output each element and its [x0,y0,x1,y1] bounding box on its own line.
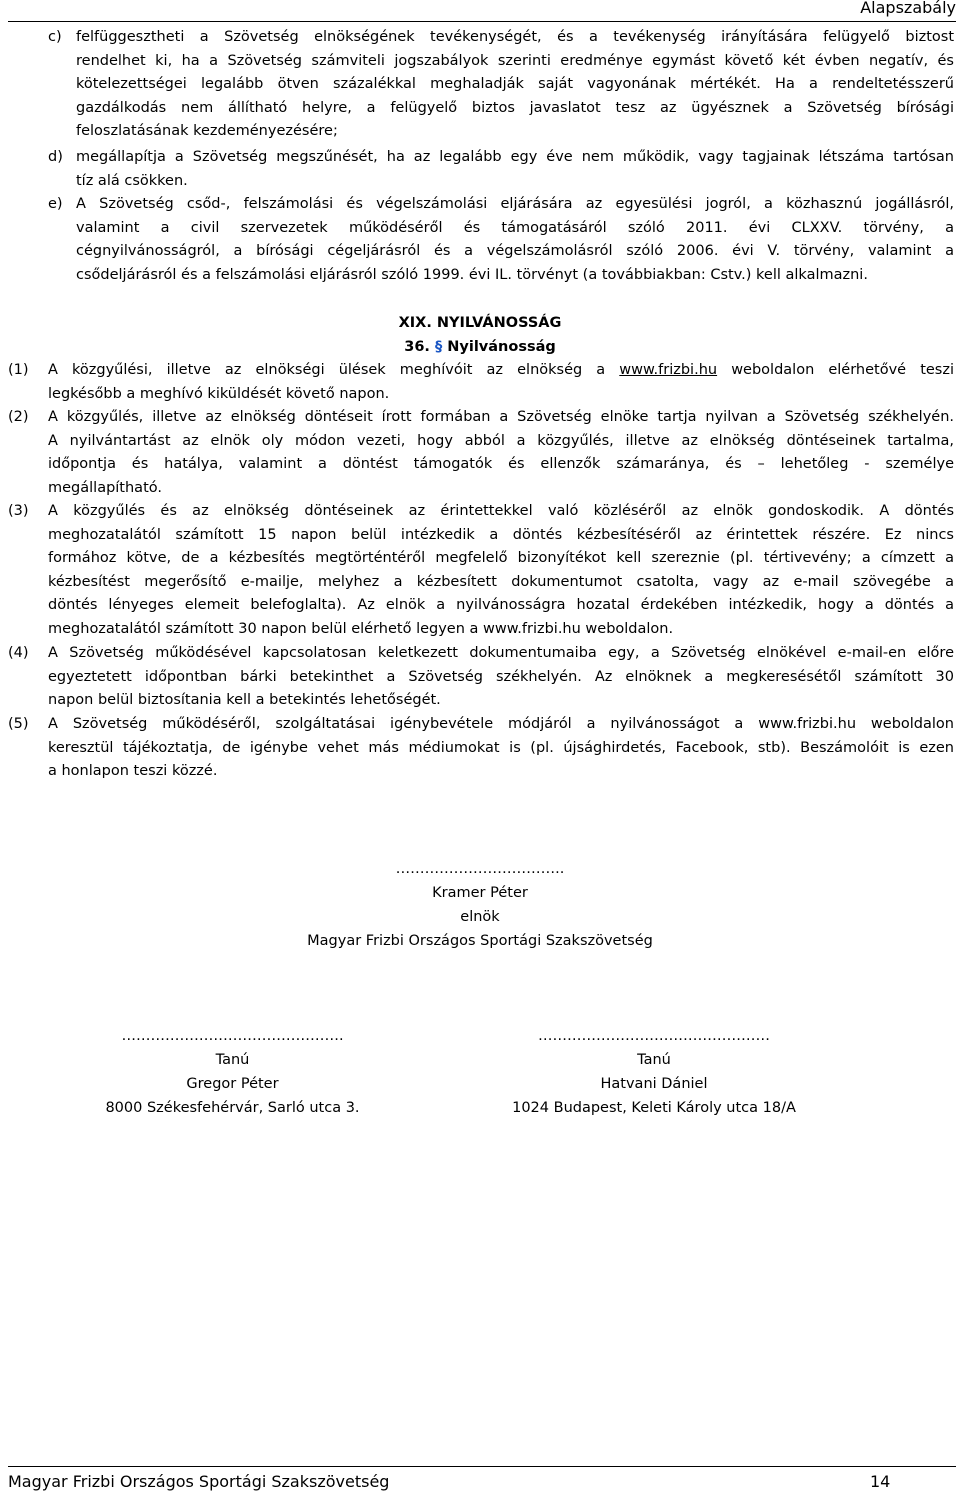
para-5-line-2: keresztül tájékoztatja, de igénybe vehet más médiumokat is (pl. újsághirdetés, Facebook, stb). Beszámolóit is ezen [48,739,954,756]
item-e-line-2: valamint a civil szervezetek működéséről és támogatásáról szóló 2011. évi CLXXV. törvény, a [76,219,954,236]
signer-organization: Magyar Frizbi Országos Sportági Szakszövetség [307,933,653,949]
item-d-marker: d) [48,149,63,165]
para-3-line-3: formához kötve, de a kézbesítés megtörténtéről megfelelő bizonyítékot kell szereznie (pl. tértivevény; a címzett a [48,550,954,566]
para-3 [48,500,954,641]
para-1-text-b: weboldalon elérhetővé teszi [717,362,954,378]
para-5 [48,713,954,784]
para-4-number: (4) [8,645,29,661]
signature-line: …………………………….. [395,861,565,877]
signature-line: ………………………………………… [538,1028,770,1044]
para-4-line-1: A Szövetség működésével kapcsolatosan keletkezett dokumentumaiba egy, a Szövetség elnökével e-mail-en előre [48,645,954,661]
item-d-line-2: tíz alá csökken. [76,172,188,189]
witness-address: 1024 Budapest, Keleti Károly utca 18/A [512,1100,796,1116]
item-e-marker: e) [48,196,63,212]
witness-name: Gregor Péter [186,1076,279,1092]
witness-2-signature [470,1024,838,1120]
footer-divider [8,1466,956,1467]
item-e-line-1: A Szövetség csőd-, felszámolási és végelszámolási eljárására az egyesülési jogról, a közhasznú jogállásról, [76,196,954,212]
para-2-line-4: megállapítható. [48,479,162,496]
witness-role: Tanú [637,1052,671,1068]
item-c-line-5: feloszlatásának kezdeményezésére; [76,123,338,139]
signature-line: ………………………………………. [121,1028,344,1044]
footer-organization: Magyar Frizbi Országos Sportági Szakszövetség [8,1472,390,1491]
signer-role: elnök [460,909,500,925]
page-number: 14 [870,1472,891,1491]
item-c-line-2: rendelhet ki, ha a Szövetség számviteli jogszabályok szerinti eredménye egymást követő két évben negatív, és [76,52,954,69]
section-title [0,336,960,360]
para-4-line-2: egyeztetett időpontban bárki betekinthet a Szövetség székhelyén. Az elnöknek a megkeresésétől számított 30 [48,668,954,685]
para-5-line-1: A Szövetség működéséről, szolgáltatásai igénybevétele módjáról a nyilvánosságot a www.frizbi.hu weboldalon [48,716,954,732]
para-3-line-6: meghozatalától számított 30 napon belül elérhető legyen a www.frizbi.hu weboldalon. [48,620,674,637]
section-name: Nyilvánosság [442,339,556,355]
para-3-line-2: meghozatalától számított 15 napon belül intézkedik a döntés kézbesítéséről az érintettek részére. Ez nincs [48,526,954,543]
para-2 [48,406,954,500]
item-c-marker: c) [48,29,62,45]
item-c-line-1: felfüggesztheti a Szövetség elnökségének tevékenységét, és a tevékenység irányítására felügyelő biztost [76,29,954,45]
para-3-line-1: A közgyűlés és az elnökség döntéseinek az érintettekkel való közléséről az elnök gondoskodik. A döntés [48,503,954,519]
para-1-text-a: A közgyűlési, illetve az elnökségi ülések meghívóit az elnökség a [48,362,620,378]
item-c [76,26,954,144]
para-2-line-3: időpontja és hatálya, valamint a döntést támogatók és ellenzők számaránya, és – lehetőleg - személye [48,456,954,472]
signer-name: Kramer Péter [432,885,528,901]
witness-name: Hatvani Dániel [600,1076,708,1092]
witness-role: Tanú [215,1052,250,1068]
header-title: Alapszabály [860,0,956,17]
para-4 [48,642,954,713]
president-signature [280,857,680,953]
para-2-number: (2) [8,409,29,425]
item-d-line-1: megállapítja a Szövetség megszűnését, ha az legalább egy éve nem működik, vagy tagjainak létszáma tartósan [76,149,954,165]
para-1 [48,359,954,406]
para-1-line-2: legkésőbb a meghívó kiküldését követő napon. [48,385,390,402]
section-number: 36. [404,339,435,355]
para-3-line-5: döntés lényeges elemeit belefoglalta). Az elnök a nyilvánosságra hozatal érdekében intézkedik, hogy a döntés a [48,597,954,613]
item-d [76,146,954,193]
witness-address: 8000 Székesfehérvár, Sarló utca 3. [105,1100,360,1116]
item-e-line-4: csődeljárásról és a felszámolási eljárásról szóló 1999. évi IL. törvényt (a továbbiakban: Cstv.) kell alkalmazni. [76,266,868,283]
frizbi-link[interactable]: www.frizbi.hu [619,362,718,378]
header-divider [8,21,956,22]
item-c-line-3: kötelezettségei legalább ötven százalékkal meghaladják saját vagyonának mértékét. Ha a rendeltetésszerű [76,76,954,92]
para-3-line-4: kézbesítést megerősítő e-mailje, melyhez a kézbesített dokumentumot csatolta, vagy az e-mail szövegébe a [48,573,954,590]
section-sign-icon: § [434,339,443,355]
para-1-number: (1) [8,362,29,378]
para-2-line-2: A nyilvántartást az elnök oly módon vezeti, hogy abból a közgyűlés, illetve az elnökség döntéseinek tartalma, [48,432,954,449]
item-e-line-3: cégnyilvánosságról, a bírósági cégeljárásról és a végelszámolásról szóló 2006. évi V. törvény, valamint a [76,243,954,259]
chapter-title: XIX. NYILVÁNOSSÁG [398,315,562,331]
para-4-line-3: napon belül biztosítania kell a betekintés lehetőségét. [48,692,441,708]
para-2-line-1: A közgyűlés, illetve az elnökség döntéseit írott formában a Szövetség elnöke tartja nyilvan a Szövetség székhelyén. [48,409,954,425]
item-e [76,193,954,287]
witness-1-signature [60,1024,405,1120]
item-c-line-4: gazdálkodás nem állítható helyre, a felügyelő biztos javaslatot tesz az ügyésznek a Szövetség bírósági [76,99,954,116]
para-1-line-1 [48,359,954,383]
para-5-number: (5) [8,716,29,732]
para-3-number: (3) [8,503,29,519]
para-5-line-3: a honlapon teszi közzé. [48,763,218,779]
